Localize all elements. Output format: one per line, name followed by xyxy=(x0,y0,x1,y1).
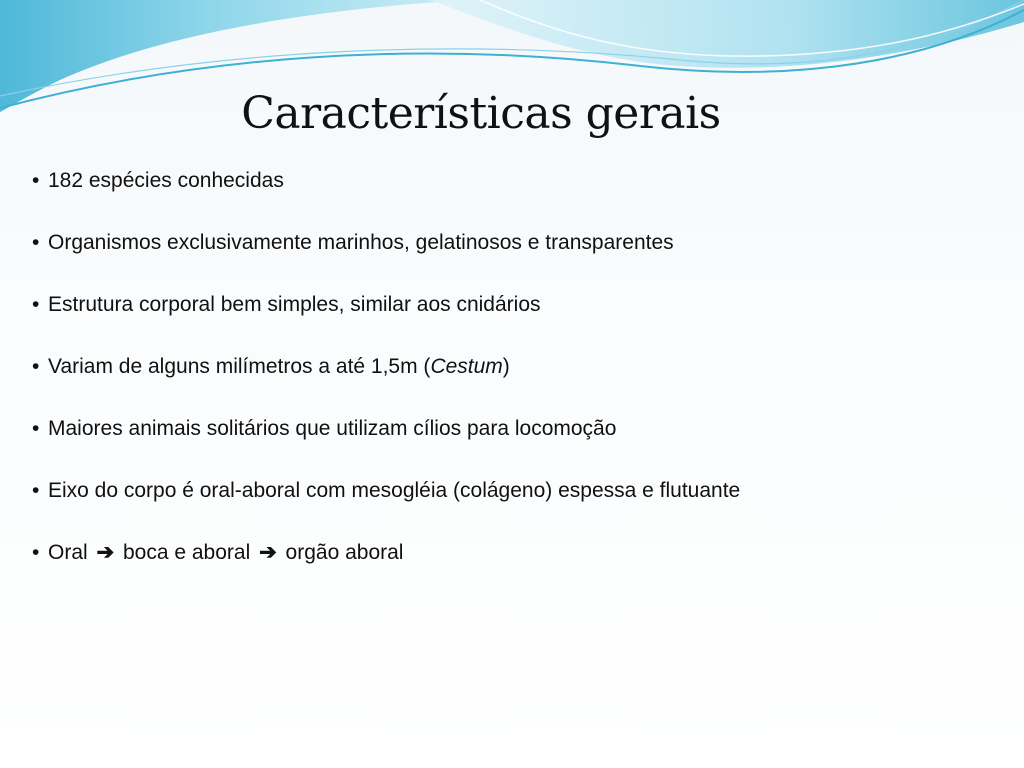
bullet-text-after: ) xyxy=(502,355,510,378)
bullet-mark: • xyxy=(32,293,40,316)
bullet-item-body-axis xyxy=(32,476,992,538)
bullet-item-species xyxy=(32,166,992,228)
bullet-text: Maiores animais solitários que utilizam cílios para locomoção xyxy=(48,417,617,440)
bullet-text-part2: boca e aboral xyxy=(122,541,251,564)
bullet-item-structure xyxy=(32,290,992,352)
genus-name: Cestum xyxy=(430,355,503,378)
bullet-text-part1: Oral xyxy=(48,541,88,564)
bullet-mark: • xyxy=(32,479,40,502)
slide-title: Características gerais xyxy=(241,88,721,139)
bullet-list xyxy=(32,166,992,600)
bullet-text: Organismos exclusivamente marinhos, gelatinosos e transparentes xyxy=(48,231,674,254)
bullet-item-locomotion xyxy=(32,414,992,476)
bullet-mark: • xyxy=(32,169,40,192)
bullet-mark: • xyxy=(32,355,40,378)
bullet-mark: • xyxy=(32,417,40,440)
bullet-text-before: Variam de alguns milímetros a até 1,5m ( xyxy=(48,355,431,378)
bullet-item-oral-aboral xyxy=(32,538,992,600)
bullet-item-habitat xyxy=(32,228,992,290)
bullet-mark: • xyxy=(32,541,40,564)
bullet-text: 182 espécies conhecidas xyxy=(48,169,284,192)
bullet-text-part3: orgão aboral xyxy=(285,541,404,564)
bullet-mark: • xyxy=(32,231,40,254)
arrow-right-icon: ➔ xyxy=(96,541,115,564)
bullet-item-size xyxy=(32,352,992,414)
arrow-right-icon: ➔ xyxy=(259,541,277,564)
bullet-text: Eixo do corpo é oral-aboral com mesogléia (colágeno) espessa e flutuante xyxy=(48,479,741,502)
bullet-text: Estrutura corporal bem simples, similar aos cnidários xyxy=(48,293,541,316)
